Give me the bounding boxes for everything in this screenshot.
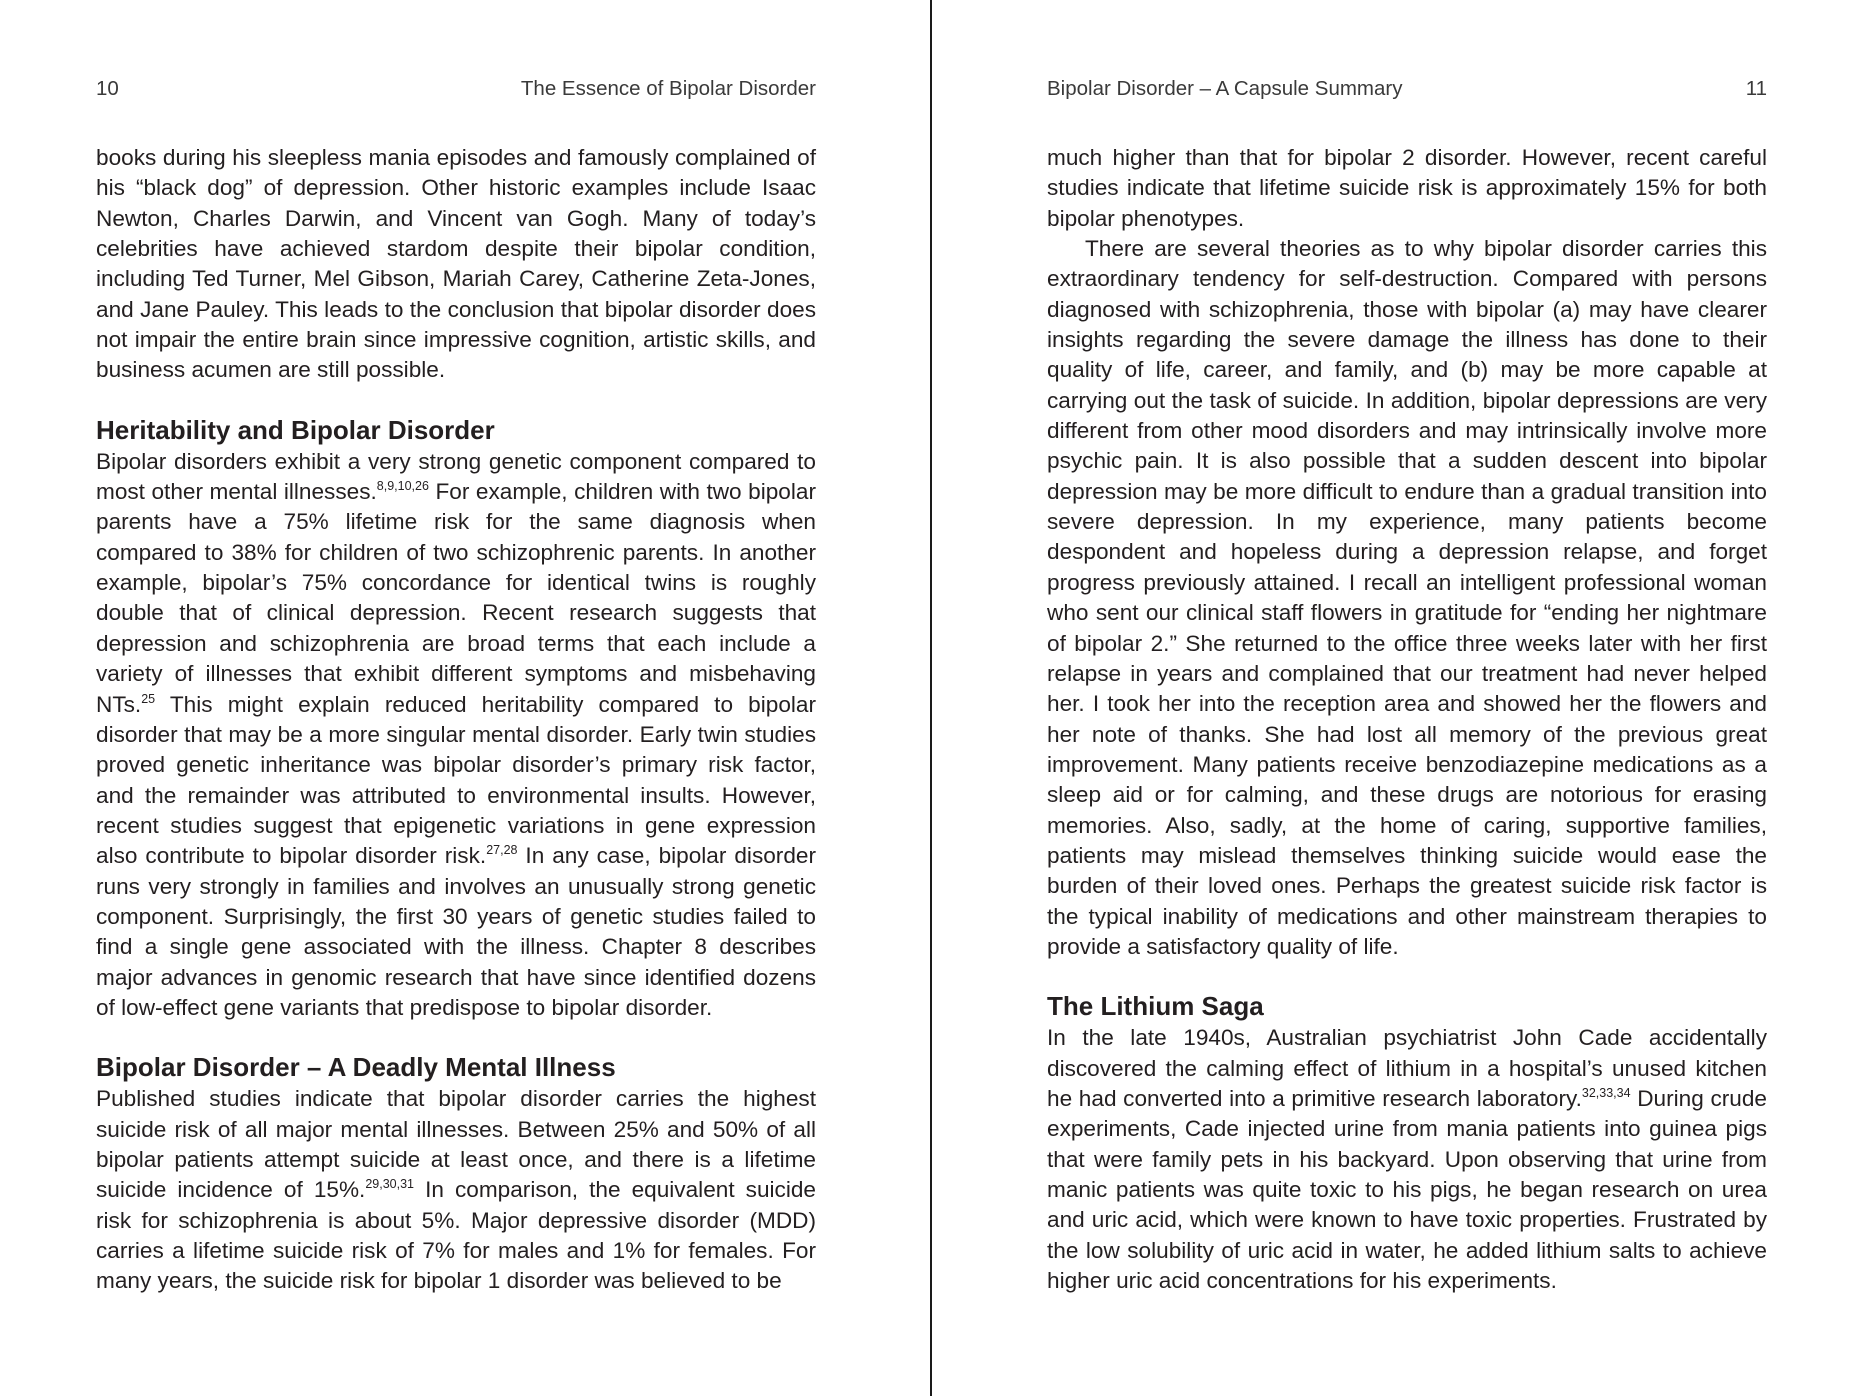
running-title-right: Bipolar Disorder – A Capsule Summary <box>1047 77 1403 100</box>
running-head-right <box>1047 74 1767 104</box>
paragraph-text: This might explain reduced heritability compared to bipolar disorder that may be a more singular mental disorder. Early twin studies proved genetic inheritance was bipolar disorder’s primary risk factor, and the remainder was attributed to environmental insults. However, recent studies suggest that epigenetic variations in gene expression also contribute to bipolar disorder risk. <box>96 691 816 869</box>
paragraph-text: There are several theories as to why bipolar disorder carries this extraordinary tendency for self-destruction. Compared with persons diagnosed with schizophrenia, those with bipolar (a) may have clearer insights regarding the severe damage the illness has done to their quality of life, career, and family, and (b) may be more capable at carrying out the task of suicide. In addition, bipolar depressions are very different from other mood disorders and may intrinsically involve more psychic pain. It is also possible that a sudden descent into bipolar depression may be more difficult to endure than a gradual transition into severe depression. In my experience, many patients become despondent and hopeless during a depression relapse, and forget progress previously attained. I recall an intelligent professional woman who sent our clinical staff flowers in gratitude for “ending her nightmare of bipolar 2.” She returned to the office three weeks later with her first relapse in years and complained that our treatment had never helped her. I took her into the reception area and showed her the flowers and her note of thanks. She had lost all memory of the previous great improvement. Many patients receive benzodiazepine medications as a sleep aid or for calming, and these drugs are notorious for erasing memories. Also, sadly, at the home of caring, supportive families, patients may mislead themselves thinking suicide would ease the burden of their loved ones. Perhaps the greatest suicide risk factor is the typical inability of medications and other mainstream therapies to provide a satisfactory quality of life. <box>1047 236 1767 959</box>
section-heading: The Lithium Saga <box>1047 991 1264 1022</box>
body-paragraph <box>96 447 816 1024</box>
running-head-left <box>96 74 816 104</box>
running-title-left: The Essence of Bipolar Disorder <box>520 77 816 100</box>
citation-superscript: 8,9,10,26 <box>376 479 429 494</box>
body-paragraph <box>96 1084 816 1296</box>
paragraph-text: books during his sleepless mania episodes and famously complained of his “black dog” of depression. Other historic examples include Isaac Newton, Charles Darwin, and Vincent van Gogh. Many of today’s celebrities have achieved stardom despite their bipolar condition, including Ted Turner, Mel Gibson, Mariah Carey, Catherine Zeta-Jones, and Jane Pauley. This leads to the conclusion that bipolar disorder does not impair the entire brain since impressive cognition, artistic skills, and business acumen are still possible. <box>96 145 816 383</box>
paragraph-text: For example, children with two bipolar parents have a 75% lifetime risk for the same diagnosis when compared to 38% for children of two schizophrenic parents. In another example, bipolar’s 75% concordance for identical twins is roughly double that of clinical depression. Recent research suggests that depression and schizophrenia are broad terms that each include a variety of illnesses that exhibit different symptoms and misbehaving NTs. <box>96 479 816 717</box>
paragraph-text: much higher than that for bipolar 2 disorder. However, recent careful studies indicate that lifetime suicide risk is approximately 15% for both bipolar phenotypes. <box>1047 145 1767 231</box>
paragraph-text: During crude experiments, Cade injected urine from mania patients into guinea pigs that were family pets in his backyard. Upon observing that urine from manic patients was quite toxic to his pigs, he began research on urea and uric acid, which were known to have toxic properties. Frustrated by the low solubility of uric acid in water, he added lithium salts to achieve higher uric acid concentrations for his experiments. <box>1047 1085 1767 1294</box>
right-page-body <box>1047 143 1767 1296</box>
paragraph-text: Bipolar disorders exhibit a very strong genetic component compared to most other mental illnesses. <box>96 448 816 505</box>
paragraph-text: In comparison, the equivalent suicide risk for schizophrenia is about 5%. Major depressive disorder (MDD) carries a lifetime suicide risk of 7% for males and 1% for females. For many years, the suicide risk for bipolar 1 disorder was believed to be <box>96 1177 816 1294</box>
body-paragraph <box>1047 1023 1767 1296</box>
left-page <box>0 0 930 1396</box>
paragraph-text: In any case, bipolar disorder runs very strongly in families and involves an unusually strong genetic component. Surprisingly, the first 30 years of genetic studies failed to find a single gene associated with the illness. Chapter 8 describes major advances in genomic research that have since identified dozens of low-effect gene variants that predispose to bipolar disorder. <box>96 843 816 1020</box>
paragraph-text: In the late 1940s, Australian psychiatrist John Cade accidentally discovered the calming effect of lithium in a hospital’s unused kitchen he had converted into a primitive research laboratory. <box>1047 1025 1767 1111</box>
citation-superscript: 32,33,34 <box>1581 1085 1631 1100</box>
left-page-body <box>96 143 816 1297</box>
paragraph-text: Published studies indicate that bipolar disorder carries the highest suicide risk of all major mental illnesses. Between 25% and 50% of all bipolar patients attempt suicide at least once, and there is a lifetime suicide incidence of 15%. <box>96 1086 816 1203</box>
body-paragraph <box>96 143 816 386</box>
body-paragraph <box>1047 234 1767 962</box>
citation-superscript: 25 <box>141 691 156 706</box>
section-heading: Bipolar Disorder – A Deadly Mental Illness <box>96 1052 616 1083</box>
citation-superscript: 29,30,31 <box>365 1177 415 1192</box>
right-page <box>932 0 1862 1396</box>
body-paragraph <box>1047 143 1767 234</box>
citation-superscript: 27,28 <box>486 843 518 858</box>
page-number-left: 10 <box>96 77 119 100</box>
section-heading: Heritability and Bipolar Disorder <box>96 414 495 445</box>
page-number-right: 11 <box>1745 77 1767 100</box>
